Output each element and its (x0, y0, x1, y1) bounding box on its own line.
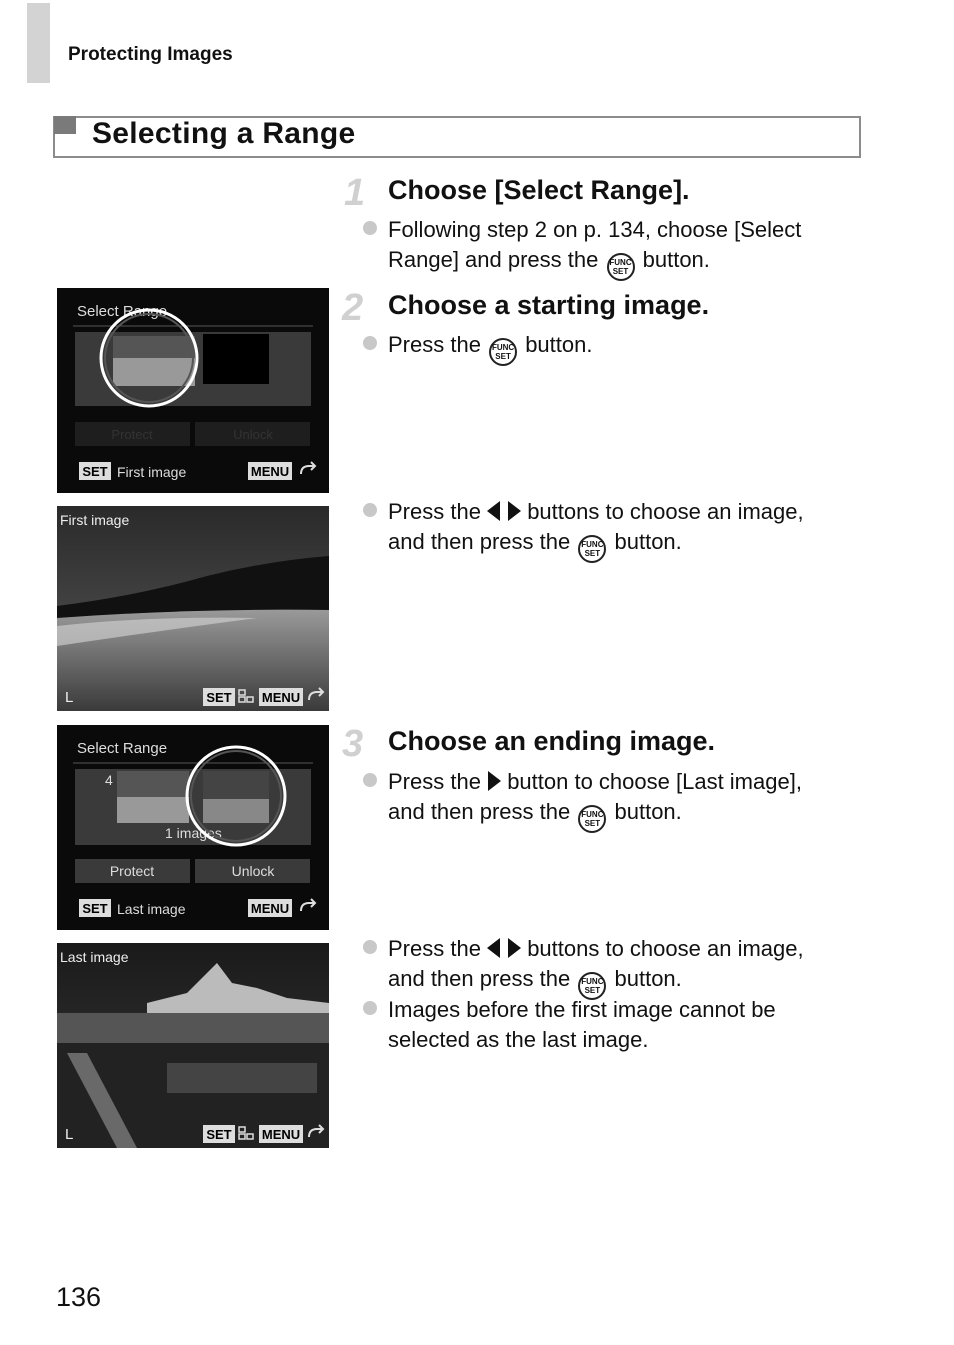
section-title: Selecting a Range (92, 117, 356, 150)
last-image-slot (203, 334, 269, 384)
step-number-1: 1 (344, 172, 366, 214)
camera-screen-select-range-first (57, 288, 329, 493)
size-indicator: L (65, 689, 74, 706)
screen-title: Last image (60, 949, 129, 965)
bullet-s2-a: Press the FUNC SET button. (363, 330, 853, 366)
step-number-3: 3 (342, 723, 364, 765)
section-marker (54, 116, 76, 134)
screen-title: Select Range (77, 740, 168, 757)
bullet-s1-a: Following step 2 on p. 134, choose [Select Range] and press the FUNC SET button. (363, 215, 853, 281)
camera-screen-select-range-last (57, 725, 329, 930)
func-set-icon: FUNC SET (578, 972, 606, 1000)
bullet-s3-b: Press the buttons to choose an image, and then press the FUNC SET button. (363, 934, 853, 1000)
svg-text:MENU: MENU (261, 1127, 301, 1142)
bullet-dot (363, 1001, 377, 1015)
size-indicator: L (65, 1126, 74, 1143)
svg-text:Unlock: Unlock (233, 427, 273, 442)
step-number-2: 2 (342, 287, 364, 329)
func-set-icon: FUNC SET (578, 535, 606, 563)
bullet-dot (363, 221, 377, 235)
screen-label: First image (117, 464, 187, 480)
svg-text:SET: SET (206, 690, 232, 705)
svg-text:Unlock: Unlock (231, 863, 275, 879)
func-set-icon: FUNC SET (607, 253, 635, 281)
svg-text:MENU: MENU (250, 464, 290, 479)
svg-text:MENU: MENU (250, 901, 290, 916)
screen-title: First image (60, 512, 130, 528)
chapter-tab (27, 3, 50, 83)
bullet-s3-a: Press the button to choose [Last image], and then press the FUNC SET button. (363, 767, 853, 833)
camera-screen-first-image (57, 506, 329, 711)
page-header: Protecting Images (68, 44, 233, 65)
bullet-dot (363, 336, 377, 350)
bullet-s3-c: Images before the first image cannot be selected as the last image. (363, 995, 853, 1055)
bullet-dot (363, 503, 377, 517)
left-right-arrows-icon (487, 500, 521, 522)
svg-text:SET: SET (206, 1127, 232, 1142)
page-number: 136 (56, 1282, 102, 1312)
screen-label: Last image (117, 901, 186, 917)
svg-text:Protect: Protect (109, 863, 155, 879)
svg-text:SET: SET (82, 901, 108, 916)
right-arrow-icon (487, 770, 501, 792)
step-title-1: Choose [Select Range]. (388, 175, 690, 205)
func-set-icon: FUNC SET (578, 805, 606, 833)
images-count-label: 1 images (165, 825, 222, 841)
svg-text:SET: SET (82, 464, 108, 479)
left-right-arrows-icon (487, 937, 521, 959)
camera-screen-last-image (57, 943, 329, 1148)
image-count: 4 (105, 772, 113, 788)
svg-text:Protect: Protect (111, 427, 153, 442)
screen-title: Select Range (77, 303, 168, 320)
step-title-2: Choose a starting image. (388, 290, 710, 320)
bullet-dot (363, 940, 377, 954)
svg-text:MENU: MENU (261, 690, 301, 705)
bullet-dot (363, 773, 377, 787)
func-set-icon: FUNC SET (489, 338, 517, 366)
bullet-s2-b: Press the buttons to choose an image, and then press the FUNC SET button. (363, 497, 853, 563)
step-title-3: Choose an ending image. (388, 726, 716, 756)
